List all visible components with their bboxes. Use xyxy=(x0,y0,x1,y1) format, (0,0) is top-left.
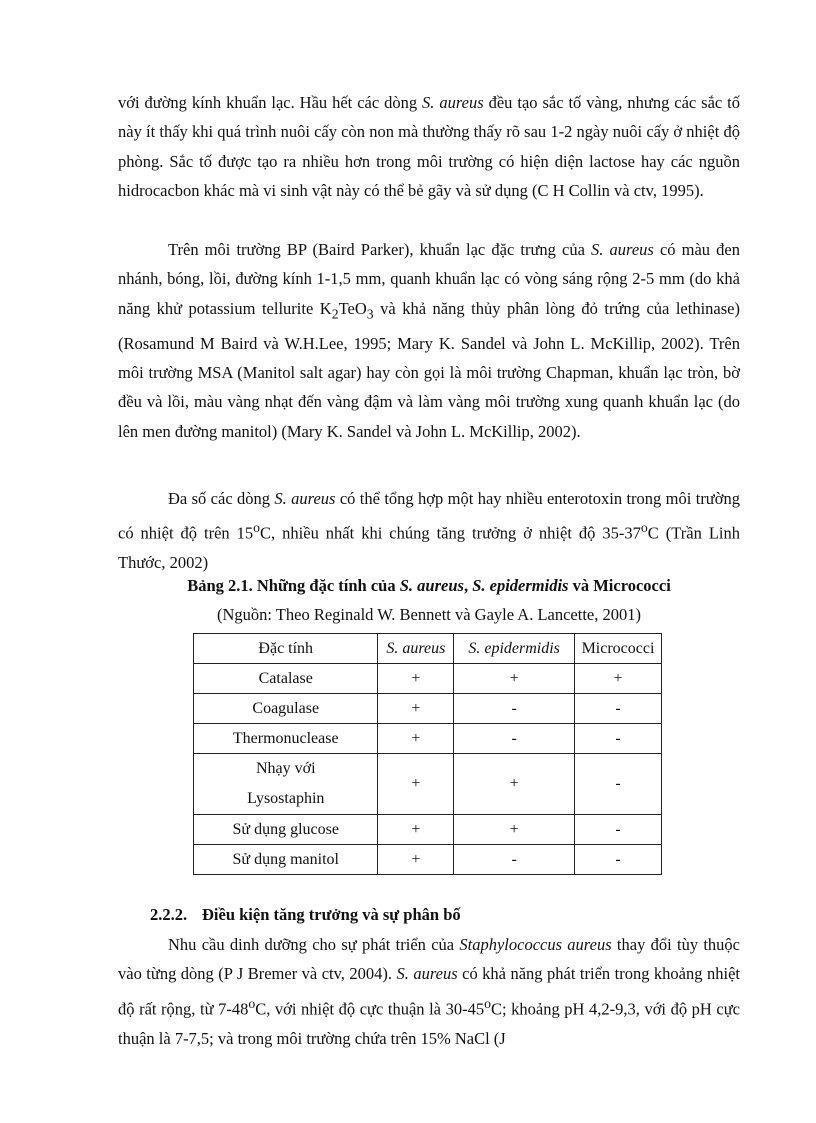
table-cell: + xyxy=(378,694,454,724)
superscript: o xyxy=(248,995,256,1011)
text-run: thay đổi tùy thuộc vào từng dòng (P J Bremer và ctv, 2004). xyxy=(118,935,741,984)
table-row xyxy=(194,694,662,724)
header-cell xyxy=(378,634,454,664)
table-caption xyxy=(118,571,740,600)
table-source: (Nguồn: Theo Reginald W. Bennett và Gayle A. Lancette, 2001) xyxy=(216,605,641,624)
text-run: đều tạo sắc tố vàng, nhưng các sắc tố này ít thấy khi quá trình nuôi cấy còn non mà thường thấy rõ sau 1-2 ngày nuôi cấy ở nhiệt độ phòng. Sắc tố được tạo ra nhiều hơn trong môi trường có hiện diện lactose hay các nguồn hidrocacbon khác mà vi sinh vật này có thể bẻ gãy và sử dụng (C H Collin và ctv, 1995). xyxy=(118,93,740,201)
table-cell: Coagulase xyxy=(194,694,378,724)
table-cell: Catalase xyxy=(194,664,378,694)
subscript: 2 xyxy=(331,306,339,322)
table-cell: - xyxy=(575,724,662,754)
table-cell: + xyxy=(454,754,575,815)
table-cell: - xyxy=(575,694,662,724)
table-row xyxy=(194,815,662,845)
paragraph-pigment xyxy=(118,88,740,206)
text-run: với đường kính khuẩn lạc. Hầu hết các dòng xyxy=(118,93,423,112)
cell-line: Nhạy với xyxy=(255,760,316,777)
text-run: và khả năng thủy phân lòng đỏ trứng của lethinase) (Rosamund M Baird và W.H.Lee, 1995; Mary K. Sandel và John L. McKillip, 2002). Trên môi trường MSA (Manitol salt agar) hay còn gọi là môi trường Chapman, khuẩn lạc tròn, bờ đều và lồi, màu vàng nhạt đến vàng đậm và làm vàng môi trường xung quanh khuẩn lạc (do lên men đường manitol) (Mary K. Sandel và John L. McKillip, 2002). xyxy=(118,298,740,441)
species-name: S. aureus xyxy=(386,639,446,657)
species-name: S. aureus xyxy=(399,576,464,595)
table-cell: + xyxy=(378,664,454,694)
table-row xyxy=(194,754,662,815)
text-run: Trên môi trường BP (Baird Parker), khuẩn lạc đặc trưng của xyxy=(168,240,592,259)
table-cell: Sử dụng manitol xyxy=(194,845,378,875)
paragraph-growth-conditions xyxy=(118,930,740,1053)
table-cell: + xyxy=(378,815,454,845)
table-cell xyxy=(194,754,378,815)
text-run: , xyxy=(463,576,473,595)
table-cell: - xyxy=(454,694,575,724)
table-cell: + xyxy=(454,815,575,845)
superscript: o xyxy=(484,995,491,1011)
superscript: o xyxy=(640,520,648,536)
species-name: S. aureus xyxy=(422,93,484,112)
table-cell: Sử dụng glucose xyxy=(194,815,378,845)
table-cell: + xyxy=(575,664,662,694)
text-run: C; khoảng pH 4,2-9,3, với độ pH cực thuận là 7-7,5; và trong môi trường chứa trên 15% NaCl (J xyxy=(118,999,740,1048)
superscript: o xyxy=(253,520,261,536)
section-heading xyxy=(150,900,461,929)
section-title: Điều kiện tăng trưởng và sự phân bố xyxy=(202,905,461,924)
cell-line: Lysostaphin xyxy=(247,790,325,807)
paragraph-enterotoxin xyxy=(118,484,740,578)
section-number: 2.2.2. xyxy=(150,905,188,924)
text-run: Đa số các dòng xyxy=(168,489,275,508)
species-name: S. aureus xyxy=(396,964,458,984)
table-header-row xyxy=(194,634,662,664)
text-run: và Micrococci xyxy=(568,576,671,595)
table-cell: - xyxy=(575,815,662,845)
table-row xyxy=(194,724,662,754)
table-cell: Thermonuclease xyxy=(194,724,378,754)
species-name: S. aureus xyxy=(274,489,336,508)
characteristics-table xyxy=(193,633,662,875)
species-name: Staphylococcus aureus xyxy=(459,935,612,954)
table-cell: + xyxy=(378,754,454,815)
species-name: S. epidermidis xyxy=(468,639,560,657)
paragraph-bp-medium xyxy=(118,235,740,446)
text-run: Bảng 2.1. Những đặc tính của xyxy=(187,576,400,595)
header-cell: Micrococci xyxy=(575,634,662,664)
table-cell: - xyxy=(575,754,662,815)
header-cell xyxy=(454,634,575,664)
species-name: S. epidermidis xyxy=(472,576,569,595)
species-name: S. aureus xyxy=(591,240,654,259)
text-run: C, với nhiệt độ cực thuận là 30-45 xyxy=(255,999,485,1019)
header-cell: Đặc tính xyxy=(194,634,378,664)
subscript: 3 xyxy=(366,306,374,322)
text-run: C (Trần Linh Thước, 2002) xyxy=(118,523,740,573)
text-run: có thể tổng hợp một hay nhiều enterotoxin trong môi trường có nhiệt độ trên 15 xyxy=(118,489,740,543)
table-cell: - xyxy=(575,845,662,875)
table-cell: + xyxy=(378,845,454,875)
text-run: Nhu cầu dinh dưỡng cho sự phát triển của xyxy=(168,935,460,954)
table-row xyxy=(194,845,662,875)
table-cell: - xyxy=(454,724,575,754)
text-run: có khả năng phát triển trong khoảng nhiệt độ rất rộng, từ 7-48 xyxy=(118,964,740,1019)
text-run: TeO xyxy=(338,298,367,318)
text-run: có màu đen nhánh, bóng, lồi, đường kính 1-1,5 mm, quanh khuẩn lạc có vòng sáng rộng 2-5 mm (do khả năng khử potassium tellurite K xyxy=(118,240,740,318)
text-run: C, nhiều nhất khi chúng tăng trưởng ở nhiệt độ 35-37 xyxy=(260,523,641,543)
table-cell: + xyxy=(378,724,454,754)
table-cell: + xyxy=(454,664,575,694)
table-row xyxy=(194,664,662,694)
table-cell: - xyxy=(454,845,575,875)
